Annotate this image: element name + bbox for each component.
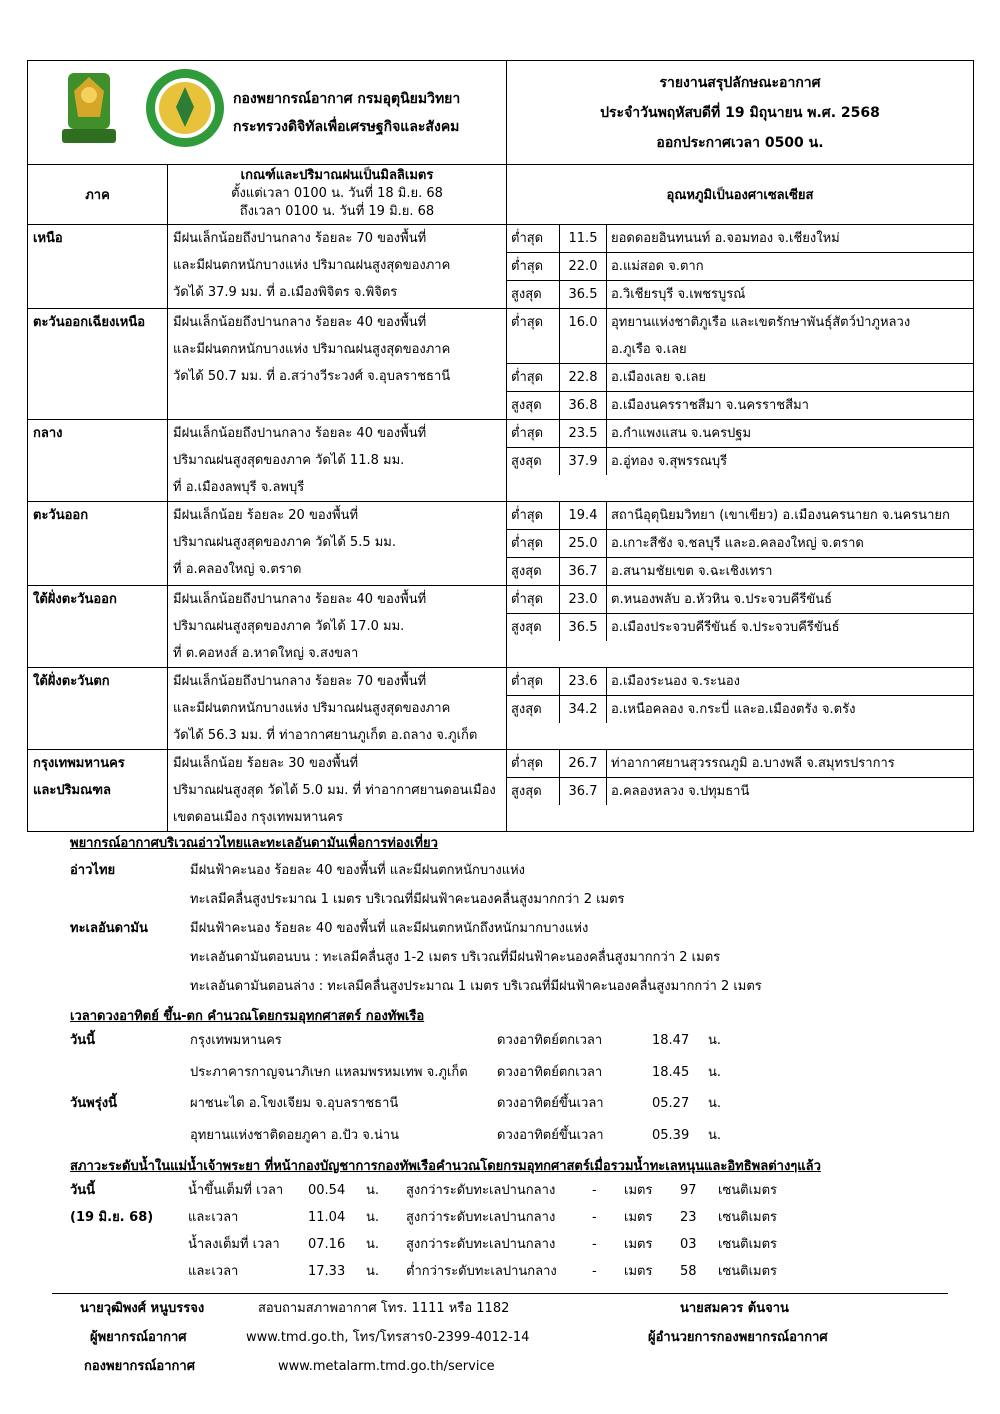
rain-text: มีฝนเล็กน้อยถึงปานกลาง ร้อยละ 40 ของพื้นที่ <box>173 426 427 441</box>
region-name-cell <box>28 750 168 832</box>
tide-label: และเวลา <box>188 1210 239 1225</box>
temp-location-line: ท่าอากาศยานสุวรรณภูมิ อ.บางพลี จ.สมุทรปราการ <box>611 756 895 771</box>
tide-centimeters-unit: เซนติเมตร <box>718 1264 778 1279</box>
tide-meters: - <box>592 1264 597 1279</box>
temp-kind: สูงสุด <box>507 696 560 724</box>
temp-kind: ต่ำสุด <box>507 750 560 778</box>
andaman-forecast: มีฝนฟ้าคะนอง ร้อยละ 40 ของพื้นที่ และมีฝนตกหนักถึงหนักมากบางแห่ง <box>190 921 589 936</box>
temp-value: 19.4 <box>560 502 607 530</box>
rain-text: และมีฝนตกหนักบางแห่ง ปริมาณฝนสูงสุดของภาค <box>173 701 451 716</box>
temp-location-line: อ.กำแพงแสน จ.นครปฐม <box>611 426 752 441</box>
rain-text: เขตดอนเมือง กรุงเทพมหานคร <box>173 810 343 825</box>
temp-location <box>607 448 974 476</box>
sun-time-unit: น. <box>708 1033 722 1048</box>
gulf-label: อ่าวไทย <box>70 863 116 878</box>
report-issue-time: ออกประกาศเวลา 0500 น. <box>656 134 824 151</box>
region-row <box>28 586 974 668</box>
temp-location-line: อ.เมืองประจวบคีรีขันธ์ จ.ประจวบคีรีขันธ์ <box>611 620 840 635</box>
rain-text: ปริมาณฝนสูงสุดของภาค วัดได้ 11.8 มม. <box>173 453 405 468</box>
temperature-row <box>507 420 973 448</box>
sun-place: อุทยานแห่งชาติดอยภูคา อ.ปัว จ.น่าน <box>190 1128 400 1143</box>
rain-period-start: ตั้งแต่เวลา 0100 น. วันที่ 18 มิ.ย. 68 <box>231 186 443 201</box>
region-name: ตะวันออก <box>33 508 89 523</box>
region-name: กลาง <box>33 426 63 441</box>
temperature-cell <box>507 586 974 668</box>
temp-value: 23.5 <box>560 420 607 448</box>
rain-cell <box>168 586 507 668</box>
rain-text: ปริมาณฝนสูงสุด วัดได้ 5.0 มม. ที่ ท่าอากาศยานดอนเมือง <box>173 783 496 798</box>
temp-value: 36.7 <box>560 778 607 806</box>
temperature-row <box>507 392 973 420</box>
tide-label: น้ำลงเต็มที่ เวลา <box>188 1237 280 1252</box>
temp-location <box>607 502 974 530</box>
temperature-row <box>507 502 973 530</box>
rain-text: วัดได้ 50.7 มม. ที่ อ.สว่างวีระวงศ์ จ.อุบลราชธานี <box>173 369 451 384</box>
rain-text: มีฝนเล็กน้อยถึงปานกลาง ร้อยละ 40 ของพื้นที่ <box>173 592 427 607</box>
temp-value: 36.5 <box>560 281 607 309</box>
temp-kind: ต่ำสุด <box>507 502 560 530</box>
temp-location <box>607 696 974 724</box>
tide-time-unit: น. <box>366 1264 380 1279</box>
temp-kind: ต่ำสุด <box>507 586 560 614</box>
temp-value: 11.5 <box>560 225 607 253</box>
tide-centimeters-unit: เซนติเมตร <box>718 1210 778 1225</box>
rain-text: ปริมาณฝนสูงสุดของภาค วัดได้ 17.0 มม. <box>173 619 405 634</box>
rain-period-end: ถึงเวลา 0100 น. วันที่ 19 มิ.ย. 68 <box>239 204 435 219</box>
tide-meters-unit: เมตร <box>624 1210 653 1225</box>
tide-time: 00.54 <box>308 1183 346 1198</box>
contact-phone: สอบถามสภาพอากาศ โทร. 1111 หรือ 1182 <box>258 1301 510 1316</box>
temp-location-line: อ.ภูเรือ จ.เลย <box>611 342 687 357</box>
temperature-row <box>507 696 973 724</box>
rain-text: มีฝนเล็กน้อย ร้อยละ 20 ของพื้นที่ <box>173 508 359 523</box>
region-row <box>28 502 974 586</box>
gulf-waves: ทะเลมีคลื่นสูงประมาณ 1 เมตร บริเวณที่มีฝนฟ้าคะนองคลื่นสูงมากกว่า 2 เมตร <box>190 892 625 907</box>
region-name: กรุงเทพมหานคร <box>33 756 125 771</box>
temperature-column-header: อุณหภูมิเป็นองศาเซลเซียส <box>507 165 974 225</box>
rain-text: มีฝนเล็กน้อยถึงปานกลาง ร้อยละ 70 ของพื้นที่ <box>173 231 427 246</box>
region-row <box>28 668 974 750</box>
contact-website[interactable]: www.tmd.go.th, โทร/โทรสาร0-2399-4012-14 <box>246 1330 530 1345</box>
tide-description: สูงกว่าระดับทะเลปานกลาง <box>406 1183 556 1198</box>
temp-location <box>607 392 974 420</box>
region-name-cell <box>28 420 168 502</box>
temp-location-line: อ.สนามชัยเขต จ.ฉะเชิงเทรา <box>611 564 773 579</box>
temp-kind: สูงสุด <box>507 448 560 476</box>
tide-description: สูงกว่าระดับทะเลปานกลาง <box>406 1237 556 1252</box>
tide-date-label: (19 มิ.ย. 68) <box>70 1210 154 1225</box>
temp-kind: ต่ำสุด <box>507 668 560 696</box>
sun-event: ดวงอาทิตย์ขึ้นเวลา <box>497 1128 604 1143</box>
rain-text: ที่ อ.คลองใหญ่ จ.ตราด <box>173 562 302 577</box>
tide-meters: - <box>592 1183 597 1198</box>
temp-location-line: อ.อู่ทอง จ.สุพรรณบุรี <box>611 454 728 469</box>
temp-value: 36.7 <box>560 558 607 586</box>
tide-meters: - <box>592 1210 597 1225</box>
temperature-row <box>507 778 973 806</box>
tide-time: 07.16 <box>308 1237 346 1252</box>
temp-location <box>607 253 974 281</box>
contact-metalarm-link[interactable]: www.metalarm.tmd.go.th/service <box>278 1359 495 1374</box>
temperature-row <box>507 558 973 586</box>
temp-kind: สูงสุด <box>507 614 560 642</box>
tide-meters-unit: เมตร <box>624 1264 653 1279</box>
rain-text: วัดได้ 56.3 มม. ที่ ท่าอากาศยานภูเก็ต อ.ถลาง จ.ภูเก็ต <box>173 728 478 743</box>
temperature-row <box>507 309 973 364</box>
temp-kind: ต่ำสุด <box>507 420 560 448</box>
tide-time-unit: น. <box>366 1237 380 1252</box>
sun-place: กรุงเทพมหานคร <box>190 1033 282 1048</box>
tide-meters: - <box>592 1237 597 1252</box>
tide-label: น้ำขึ้นเต็มที่ เวลา <box>188 1183 284 1198</box>
tide-time-unit: น. <box>366 1210 380 1225</box>
temperature-cell <box>507 225 974 309</box>
temp-value: 22.8 <box>560 364 607 392</box>
temp-kind: สูงสุด <box>507 281 560 309</box>
region-name: เหนือ <box>33 231 63 246</box>
temp-kind: สูงสุด <box>507 392 560 420</box>
tide-centimeters: 03 <box>680 1237 697 1252</box>
tide-time: 17.33 <box>308 1264 346 1279</box>
temp-location-line: อ.เกาะสีชัง จ.ชลบุรี และอ.คลองใหญ่ จ.ตราด <box>611 536 864 551</box>
temp-value: 25.0 <box>560 530 607 558</box>
temp-location <box>607 225 974 253</box>
temp-location-line: อ.เมืองนครราชสีมา จ.นครราชสีมา <box>611 398 809 413</box>
tide-meters-unit: เมตร <box>624 1183 653 1198</box>
tide-centimeters-unit: เซนติเมตร <box>718 1183 778 1198</box>
temp-location-line: อ.แม่สอด จ.ตาก <box>611 259 704 274</box>
forecaster-dept: กองพยากรณ์อากาศ <box>84 1359 195 1374</box>
sun-time: 05.39 <box>652 1128 690 1143</box>
region-name-cell <box>28 586 168 668</box>
sun-tomorrow-label: วันพรุ่งนี้ <box>70 1096 117 1111</box>
temperature-row <box>507 614 973 642</box>
temperature-row <box>507 364 973 392</box>
temperature-row <box>507 750 973 778</box>
tourism-heading: พยากรณ์อากาศบริเวณอ่าวไทยและทะเลอันดามันเพื่อการท่องเที่ยว <box>70 836 438 851</box>
temperature-cell <box>507 668 974 750</box>
temperature-row <box>507 586 973 614</box>
rain-cell <box>168 502 507 586</box>
temp-kind: สูงสุด <box>507 558 560 586</box>
report-title: รายงานสรุปลักษณะอากาศ <box>659 74 821 91</box>
tide-time-unit: น. <box>366 1183 380 1198</box>
andaman-lower-waves: ทะเลอันดามันตอนล่าง : ทะเลมีคลื่นสูงประมาณ 1 เมตร บริเวณที่มีฝนฟ้าคะนองคลื่นสูงมากกว่า 2 เมตร <box>190 979 762 994</box>
sun-time: 05.27 <box>652 1096 690 1111</box>
rain-text: ที่ อ.เมืองลพบุรี จ.ลพบุรี <box>173 480 305 495</box>
rain-text: และมีฝนตกหนักบางแห่ง ปริมาณฝนสูงสุดของภาค <box>173 342 451 357</box>
tide-centimeters: 23 <box>680 1210 697 1225</box>
rain-cell <box>168 225 507 309</box>
tide-centimeters-unit: เซนติเมตร <box>718 1237 778 1252</box>
temp-kind: สูงสุด <box>507 778 560 806</box>
temp-location <box>607 668 974 696</box>
sun-today-label: วันนี้ <box>70 1033 96 1048</box>
rain-text: วัดได้ 37.9 มม. ที่ อ.เมืองพิจิตร จ.พิจิตร <box>173 285 398 300</box>
tide-description: ต่ำกว่าระดับทะเลปานกลาง <box>406 1264 557 1279</box>
temp-location-line: อุทยานแห่งชาติภูเรือ และเขตรักษาพันธุ์สัตว์ป่าภูหลวง <box>611 315 911 330</box>
sun-event: ดวงอาทิตย์ตกเวลา <box>497 1065 603 1080</box>
forecaster-name: นายวุฒิพงศ์ หนูบรรจง <box>80 1301 205 1316</box>
temp-location-line: สถานีอุตุนิยมวิทยา (เขาเขียว) อ.เมืองนครนายก จ.นครนายก <box>611 508 950 523</box>
temp-location-line: อ.เมืองระนอง จ.ระนอง <box>611 674 741 689</box>
temperature-row <box>507 281 973 309</box>
andaman-upper-waves: ทะเลอันดามันตอนบน : ทะเลมีคลื่นสูง 1-2 เมตร บริเวณที่มีฝนฟ้าคะนองคลื่นสูงมากกว่า 2 เมตร <box>190 950 721 965</box>
temp-location-line: ต.หนองพลับ อ.หัวหิน จ.ประจวบคีรีขันธ์ <box>611 592 833 607</box>
tide-meters-unit: เมตร <box>624 1237 653 1252</box>
temp-location <box>607 530 974 558</box>
rain-cell <box>168 309 507 420</box>
rain-text: มีฝนเล็กน้อยถึงปานกลาง ร้อยละ 70 ของพื้นที่ <box>173 674 427 689</box>
region-name: ตะวันออกเฉียงเหนือ <box>33 315 146 330</box>
tide-time: 11.04 <box>308 1210 346 1225</box>
temp-location-line: อ.คลองหลวง จ.ปทุมธานี <box>611 784 750 799</box>
temp-value: 23.6 <box>560 668 607 696</box>
director-title: ผู้อำนวยการกองพยากรณ์อากาศ <box>648 1330 828 1345</box>
sun-time: 18.47 <box>652 1033 690 1048</box>
sun-time: 18.45 <box>652 1065 690 1080</box>
temp-value: 22.0 <box>560 253 607 281</box>
region-name: ใต้ฝั่งตะวันออก <box>33 592 117 607</box>
ministry-name: กระทรวงดิจิทัลเพื่อเศรษฐกิจและสังคม <box>233 118 460 135</box>
temp-location-line: อ.เมืองเลย จ.เลย <box>611 370 707 385</box>
temperature-row <box>507 253 973 281</box>
temp-location <box>607 364 974 392</box>
director-name: นายสมควร ต้นจาน <box>680 1301 789 1316</box>
footer-divider <box>52 1293 948 1294</box>
region-name: และปริมณฑล <box>33 783 111 798</box>
rain-column-header: เกณฑ์และปริมาณฝนเป็นมิลลิเมตร <box>240 168 434 183</box>
temp-location-line: ยอดดอยอินทนนท์ อ.จอมทอง จ.เชียงใหม่ <box>611 231 840 246</box>
tide-centimeters: 97 <box>680 1183 697 1198</box>
report-date: ประจำวันพฤหัสบดีที่ 19 มิถุนายน พ.ศ. 2568 <box>600 104 880 121</box>
sun-place: ผาชนะได อ.โขงเจียม จ.อุบลราชธานี <box>190 1096 399 1111</box>
temp-location-line: อ.วิเชียรบุรี จ.เพชรบูรณ์ <box>611 287 746 302</box>
forecaster-title: ผู้พยากรณ์อากาศ <box>90 1330 187 1345</box>
temperature-row <box>507 530 973 558</box>
sun-event: ดวงอาทิตย์ตกเวลา <box>497 1033 603 1048</box>
temp-location <box>607 778 974 806</box>
region-name-cell <box>28 668 168 750</box>
temp-location <box>607 558 974 586</box>
temp-location <box>607 420 974 448</box>
org-name: กองพยากรณ์อากาศ กรมอุตุนิยมวิทยา <box>233 90 461 107</box>
sun-time-unit: น. <box>708 1128 722 1143</box>
region-row <box>28 225 974 309</box>
temp-location <box>607 750 974 778</box>
temperature-row <box>507 225 973 253</box>
rain-text: มีฝนเล็กน้อย ร้อยละ 30 ของพื้นที่ <box>173 756 359 771</box>
temp-value: 37.9 <box>560 448 607 476</box>
region-row <box>28 420 974 502</box>
region-name-cell <box>28 309 168 420</box>
tide-description: สูงกว่าระดับทะเลปานกลาง <box>406 1210 556 1225</box>
sun-event: ดวงอาทิตย์ขึ้นเวลา <box>497 1096 604 1111</box>
temp-value: 26.7 <box>560 750 607 778</box>
temp-location <box>607 614 974 642</box>
temperature-cell <box>507 420 974 502</box>
temp-location <box>607 586 974 614</box>
rain-cell <box>168 668 507 750</box>
region-row <box>28 309 974 420</box>
temp-location <box>607 281 974 309</box>
temp-location <box>607 309 974 364</box>
sun-time-unit: น. <box>708 1065 722 1080</box>
region-column-header: ภาค <box>28 165 168 225</box>
temp-value: 36.8 <box>560 392 607 420</box>
rain-text: ปริมาณฝนสูงสุดของภาค วัดได้ 5.5 มม. <box>173 535 396 550</box>
temp-location-line: อ.เหนือคลอง จ.กระบี่ และอ.เมืองตรัง จ.ตรัง <box>611 702 856 717</box>
sun-time-unit: น. <box>708 1096 722 1111</box>
weather-summary-table <box>27 60 974 832</box>
temperature-row <box>507 668 973 696</box>
temperature-cell <box>507 750 974 832</box>
temp-value: 23.0 <box>560 586 607 614</box>
temp-kind: ต่ำสุด <box>507 225 560 253</box>
rain-text: มีฝนเล็กน้อยถึงปานกลาง ร้อยละ 40 ของพื้นที่ <box>173 315 427 330</box>
region-name-cell <box>28 502 168 586</box>
rain-cell <box>168 420 507 502</box>
temp-value: 36.5 <box>560 614 607 642</box>
rain-cell <box>168 750 507 832</box>
region-name-cell <box>28 225 168 309</box>
temp-kind: ต่ำสุด <box>507 253 560 281</box>
temperature-row <box>507 448 973 476</box>
tide-label: และเวลา <box>188 1264 239 1279</box>
temp-kind: ต่ำสุด <box>507 309 560 364</box>
region-row <box>28 750 974 832</box>
temp-kind: ต่ำสุด <box>507 530 560 558</box>
temp-value: 16.0 <box>560 309 607 364</box>
sun-heading: เวลาดวงอาทิตย์ ขึ้น-ตก คำนวณโดยกรมอุทกศาสตร์ กองทัพเรือ <box>70 1009 425 1024</box>
tide-centimeters: 58 <box>680 1264 697 1279</box>
temperature-cell <box>507 309 974 420</box>
temp-value: 34.2 <box>560 696 607 724</box>
rain-text: และมีฝนตกหนักบางแห่ง ปริมาณฝนสูงสุดของภาค <box>173 258 451 273</box>
tide-heading: สภาวะระดับน้ำในแม่น้ำเจ้าพระยา ที่หน้ากองบัญชาการกองทัพเรือคำนวณโดยกรมอุทกศาสตร์เมื่อรวมน้ำทะเลหนุนและอิทธิพลต่างๆแล้ว <box>70 1159 821 1174</box>
tide-today-label: วันนี้ <box>70 1183 96 1198</box>
temp-kind: ต่ำสุด <box>507 364 560 392</box>
rain-text: ที่ ต.คอหงส์ อ.หาดใหญ่ จ.สงขลา <box>173 646 359 661</box>
gulf-forecast: มีฝนฟ้าคะนอง ร้อยละ 40 ของพื้นที่ และมีฝนตกหนักบางแห่ง <box>190 863 526 878</box>
region-name: ใต้ฝั่งตะวันตก <box>33 674 110 689</box>
andaman-label: ทะเลอันดามัน <box>70 921 148 936</box>
sun-place: ประภาคารกาญจนาภิเษก แหลมพรหมเทพ จ.ภูเก็ต <box>190 1065 468 1080</box>
temperature-cell <box>507 502 974 586</box>
